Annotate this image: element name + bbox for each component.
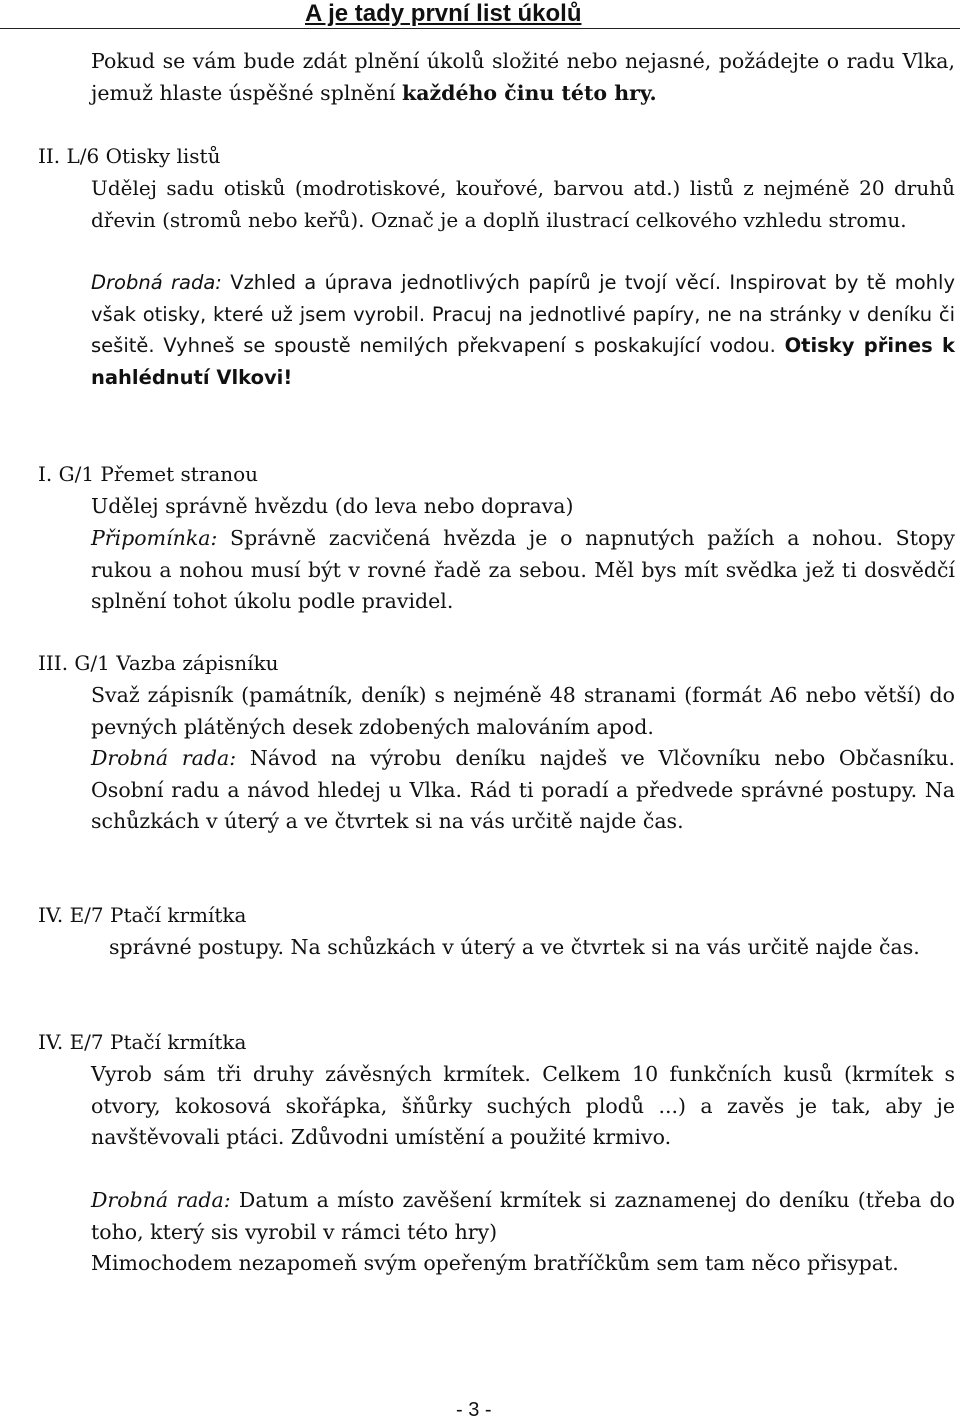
- section-vazba-p1: Svaž zápisník (památník, deník) s nejméně 48 stranami (formát A6 nebo větší) do pevných plátěných desek zdobených malováním apod.: [91, 683, 955, 739]
- section-heading-krmitka-2: IV. E/7 Ptačí krmítka: [38, 1030, 247, 1054]
- tip-label: Drobná rada:: [91, 271, 222, 294]
- page-header: [0, 0, 960, 30]
- section-heading-vazba: III. G/1 Vazba zápisníku: [38, 651, 279, 675]
- section-krmitka-2-p3: Mimochodem nezapomeň svým opeřeným bratříčkům sem tam něco přisypat.: [91, 1251, 899, 1275]
- reminder-label: Připomínka:: [91, 526, 218, 550]
- page-title: A je tady první list úkolů: [305, 0, 582, 27]
- section-heading-krmitka-1: IV. E/7 Ptačí krmítka: [38, 903, 247, 927]
- intro-paragraph: [91, 46, 955, 109]
- section-premet-p1: Udělej správně hvězdu (do leva nebo doprava): [91, 494, 574, 518]
- tip-label: Drobná rada:: [91, 746, 237, 770]
- section-krmitka-1-p1: [91, 932, 955, 964]
- tip-bold: Otisky přines k nahlédnutí Vlkovi!: [91, 334, 955, 389]
- section-heading-otisky: II. L/6 Otisky listů: [38, 144, 221, 168]
- section-vazba-p2: [91, 743, 955, 838]
- section-otisky-p2: [91, 267, 955, 393]
- section-otisky-p1: Udělej sadu otisků (modrotiskové, kouřové, barvou atd.) listů z nejméně 20 druhů dřevin (stromů nebo keřů). Označ je a doplň ilustrací celkového vzhledu stromu.: [91, 176, 955, 232]
- section-krmitka-2-p2: [91, 1185, 955, 1248]
- tip-text: Vzhled a úprava jednotlivých papírů je tvojí věcí. Inspirovat by tě mohly však otisky, které už jsem vyrobil. Pracuj na jednotlivé papíry, ne na stránky v deníku či sešitě. Vyhneš se spoustě nemilých překvapení s poskakující vodou.: [91, 271, 955, 357]
- header-rule: [0, 28, 960, 29]
- intro-text: Pokud se vám bude zdát plnění úkolů složité nebo nejasné, požádejte o radu Vlka, jemuž hlaste úspěšné splnění: [91, 49, 955, 105]
- section-premet-p2: [91, 523, 955, 618]
- section-krmitka-1-text: správné postupy. Na schůzkách v úterý a ve čtvrtek si na vás určitě najde čas.: [109, 935, 920, 959]
- reminder-text: Správně zacvičená hvězda je o napnutých pažích a nohou. Stopy rukou a nohou musí být v rovné řadě za sebou. Měl bys mít svědka jež ti dosvědčí splnění tohot úkolu podle pravidel.: [91, 526, 955, 613]
- tip-text: Datum a místo zavěšení krmítek si zaznamenej do deníku (třeba do toho, který sis vyrobil v rámci této hry): [91, 1188, 956, 1244]
- intro-bold: každého činu této hry.: [402, 80, 657, 105]
- section-krmitka-2-p1: Vyrob sám tři druhy závěsných krmítek. Celkem 10 funkčních kusů (krmítek s otvory, kokosová skořápka, šňůrky suchých plodů ...) a zavěs je tak, aby je navštěvovali ptáci. Zdůvodni umístění a použité krmivo.: [91, 1062, 955, 1149]
- page-number: - 3 -: [456, 1399, 492, 1421]
- section-heading-premet: I. G/1 Přemet stranou: [38, 462, 259, 486]
- tip-text: Návod na výrobu deníku najdeš ve Vlčovníku nebo Občasníku. Osobní radu a návod hledej u Vlka. Rád ti poradí a předvede správné postupy. Na schůzkách v úterý a ve čtvrtek si na vás určitě najde čas.: [91, 746, 955, 833]
- tip-label: Drobná rada:: [91, 1188, 231, 1212]
